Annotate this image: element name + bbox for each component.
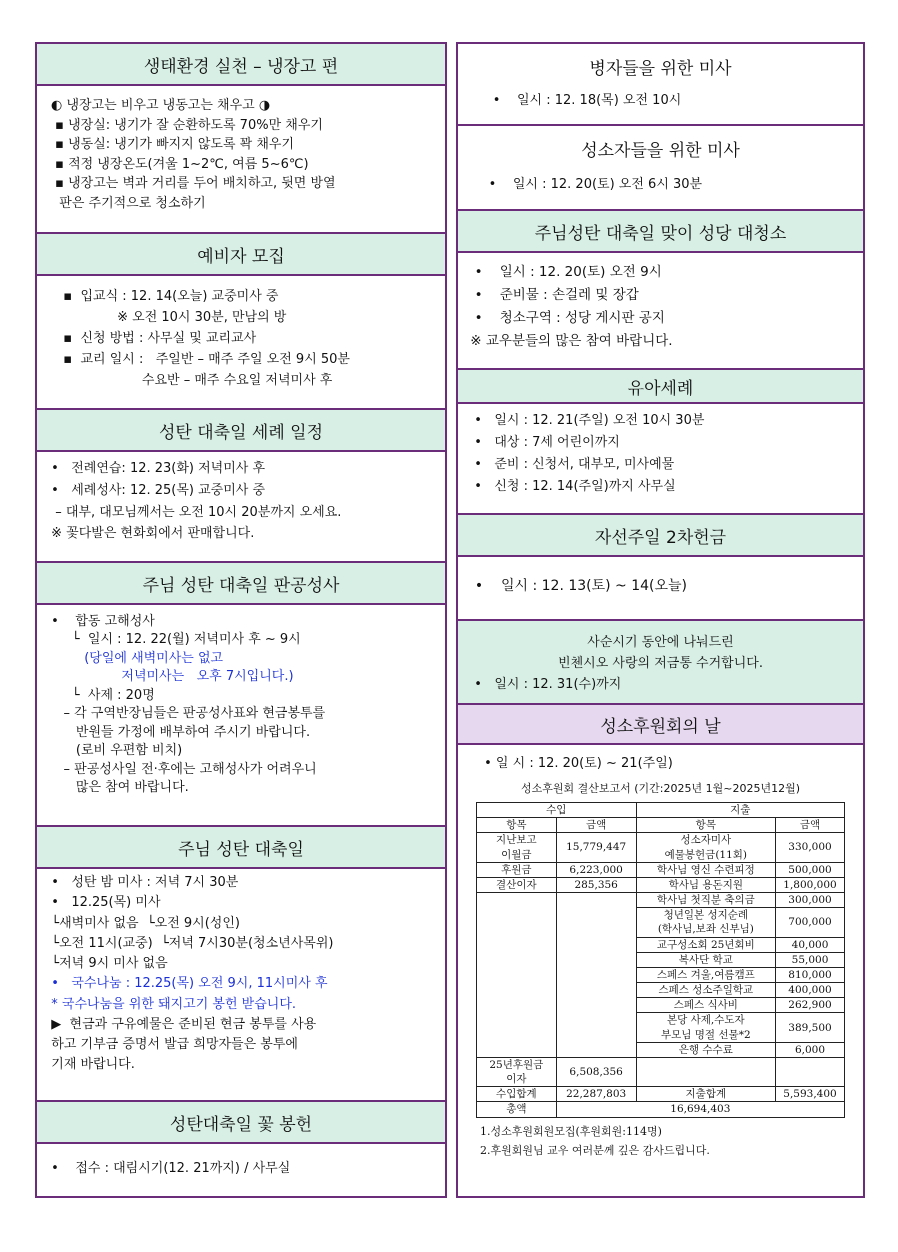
piggybank-section: [458, 621, 863, 705]
baptism-line: ※ 꽃다발은 현화회에서 판매합니다.: [47, 526, 255, 542]
income-header: 수입: [477, 803, 637, 818]
expense-amount: 400,000: [776, 983, 845, 998]
confession-line: └ 사제 : 20명: [47, 687, 155, 703]
flowers-line: • 접수 : 대림시기(12. 21까지) / 사무실: [47, 1161, 291, 1176]
flowers-section: [37, 1102, 445, 1196]
baptism-line: • 전례연습: 12. 23(화) 저녁미사 후: [47, 461, 266, 476]
eco-line: 판은 주기적으로 청소하기: [51, 195, 206, 211]
expense-item: 스페스 식사비: [636, 998, 775, 1013]
table-row: [477, 1057, 845, 1086]
expense-amount: 6,000: [776, 1042, 845, 1057]
vocation-mass-section: [458, 126, 863, 211]
income-item: 지난보고 이월금: [477, 833, 557, 862]
balance-row: [477, 1102, 845, 1117]
report-notes: [480, 1122, 863, 1161]
infant-baptism-line: • 대상 : 7세 어린이까지: [466, 435, 620, 451]
table-row: [477, 893, 845, 908]
noodle-sharing: • 국수나눔 : 12.25(목) 오전 9시, 11시미사 후: [43, 976, 328, 992]
expense-item: 성소자미사 예물봉헌금(11회): [636, 833, 775, 862]
expense-total: 5,593,400: [776, 1087, 845, 1102]
balance-label: 총액: [477, 1102, 557, 1117]
income-item: 후원금: [477, 862, 557, 877]
catechumen-line: ▪ 입교식 : 12. 14(오늘) 교중미사 중: [51, 289, 279, 304]
expense-item: 복사단 학교: [636, 952, 775, 967]
piggybank-date: • 일시 : 12. 31(수)까지: [466, 676, 622, 692]
christmas-line: └오전 11시(교중) └저녁 7시30분(청소년사목위): [43, 935, 334, 951]
flowers-title: 성탄대축일 꽃 봉헌: [37, 1102, 445, 1144]
vocation-day-date: [458, 745, 863, 774]
confession-line: 반원들 가정에 배부하여 주시기 바랍니다.: [47, 724, 311, 740]
table-subheader-row: [477, 818, 845, 833]
confession-line: 많은 참여 바랍니다.: [47, 780, 189, 796]
christmas-title: 주님 성탄 대축일: [37, 827, 445, 869]
infant-baptism-title: 유아세례: [458, 370, 863, 404]
expense-amount: 330,000: [776, 833, 845, 862]
christmas-body: [37, 869, 445, 1076]
vocation-mass-line: • 일시 : 12. 20(토) 오전 6시 30분: [468, 177, 703, 192]
balance-amount: 16,694,403: [556, 1102, 844, 1117]
expense-item: 스페스 겨울,여름캠프: [636, 967, 775, 982]
catechumen-body: [37, 276, 445, 391]
income-empty: [477, 893, 557, 1058]
expense-amount: 55,000: [776, 952, 845, 967]
piggybank-body: [458, 621, 863, 695]
christmas-line: 기재 바랍니다.: [43, 1057, 135, 1073]
sick-mass-body: [458, 88, 863, 111]
income-empty: [556, 893, 636, 1058]
confession-line: – 판공성사일 전·후에는 고해성사가 어려우니: [47, 761, 317, 777]
income-total: 22,287,803: [556, 1087, 636, 1102]
income-carry-amount: 6,508,356: [556, 1057, 636, 1086]
expense-total-label: 지출합계: [636, 1087, 775, 1102]
expense-amount: 810,000: [776, 967, 845, 982]
expense-empty: [776, 1057, 845, 1086]
income-item: 결산이자: [477, 877, 557, 892]
cleaning-line: • 준비물 : 손걸레 및 장갑: [466, 286, 639, 303]
charity-line: • 일시 : 12. 13(토) ~ 14(오늘): [466, 578, 688, 594]
confession-line: • 합동 고해성사: [47, 614, 155, 629]
christmas-line: └저녁 9시 미사 없음: [43, 956, 168, 972]
expense-header: 지출: [636, 803, 844, 818]
infant-baptism-section: [458, 370, 863, 515]
income-item-header: 항목: [477, 818, 557, 833]
vocation-mass-body: [458, 170, 863, 195]
left-column: [35, 42, 447, 1198]
infant-baptism-line: • 신청 : 12. 14(주일)까지 사무실: [466, 479, 676, 495]
confession-section: [37, 563, 445, 827]
catechumen-line: ※ 오전 10시 30분, 만남의 방: [51, 310, 287, 326]
catechumen-line: 수요반 – 매주 수요일 저녁미사 후: [51, 373, 333, 389]
cleaning-title: 주님성탄 대축일 맞이 성당 대청소: [458, 211, 863, 253]
christmas-section: [37, 827, 445, 1102]
baptism-line: • 세례성사: 12. 25(목) 교중미사 중: [47, 482, 266, 498]
expense-item: 학사님 영신 수련피정: [636, 862, 775, 877]
piggybank-line: 사순시기 동안에 나눠드린: [587, 635, 734, 650]
cleaning-body: [458, 253, 863, 353]
table-header-row: [477, 803, 845, 818]
sick-mass-title: 병자들을 위한 미사: [458, 44, 863, 88]
table-row: [477, 877, 845, 892]
expense-amount: 262,900: [776, 998, 845, 1013]
cleaning-line: • 청소구역 : 성당 게시판 공지: [466, 309, 665, 326]
cleaning-section: [458, 211, 863, 370]
vocation-day-title: 성소후원회의 날: [458, 705, 863, 745]
confession-title: 주님 성탄 대축일 판공성사: [37, 563, 445, 605]
baptism-line: – 대부, 대모님께서는 오전 10시 20분까지 오세요.: [47, 504, 342, 520]
infant-baptism-body: [458, 404, 863, 498]
sick-mass-line: • 일시 : 12. 18(목) 오전 10시: [468, 93, 682, 108]
expense-empty: [636, 1057, 775, 1086]
expense-item: 스페스 성소주일학교: [636, 983, 775, 998]
vocation-day-section: [458, 705, 863, 1200]
catechumen-section: [37, 234, 445, 410]
right-column: [456, 42, 865, 1198]
eco-line: ▪ 냉장고는 벽과 거리를 두어 배치하고, 뒷면 방열: [51, 176, 336, 191]
charity-title: 자선주일 2차헌금: [458, 515, 863, 557]
vocation-mass-title: 성소자들을 위한 미사: [458, 126, 863, 170]
expense-amount: 700,000: [776, 908, 845, 937]
finance-table: [476, 802, 845, 1118]
infant-baptism-line: • 일시 : 12. 21(주일) 오전 10시 30분: [466, 413, 705, 428]
totals-row: [477, 1087, 845, 1102]
expense-amount: 500,000: [776, 862, 845, 877]
eco-line: ▪ 냉장실: 냉기가 잘 순환하도록 70%만 채우기: [51, 117, 323, 133]
baptism-body: [37, 452, 445, 545]
catechumen-title: 예비자 모집: [37, 234, 445, 276]
income-amount: 285,356: [556, 877, 636, 892]
income-amount: 15,779,447: [556, 833, 636, 862]
expense-item: 학사님 첫직분 축의금: [636, 893, 775, 908]
vocation-day-line: • 일 시 : 12. 20(토) ~ 21(주일): [480, 756, 673, 771]
sick-mass-section: [458, 44, 863, 126]
baptism-section: [37, 410, 445, 563]
expense-amount: 389,500: [776, 1013, 845, 1042]
expense-item: 본당 사제,수도자 부모님 명절 선물*2: [636, 1013, 775, 1042]
confession-body: [37, 605, 445, 798]
expense-amount: 40,000: [776, 937, 845, 952]
table-row: [477, 862, 845, 877]
expense-item: 교구성소회 25년회비: [636, 937, 775, 952]
cleaning-line: ※ 교우분들의 많은 참여 바랍니다.: [466, 332, 673, 349]
income-carry-item: 25년후원금 이자: [477, 1057, 557, 1086]
confession-line: – 각 구역반장님들은 판공성사표와 현금봉투를: [47, 706, 326, 722]
expense-item: 청년일본 성지순례 (학사님,보좌 신부님): [636, 908, 775, 937]
christmas-line: └새벽미사 없음 └오전 9시(성인): [43, 915, 240, 931]
eco-section: [37, 44, 445, 234]
expense-amount: 300,000: [776, 893, 845, 908]
christmas-line: • 12.25(목) 미사: [43, 895, 161, 911]
christmas-line: • 성탄 밤 미사 : 저녁 7시 30분: [43, 875, 239, 890]
confession-note: (당일에 새벽미사는 없고: [47, 650, 224, 666]
expense-amount-header: 금액: [776, 818, 845, 833]
cleaning-line: • 일시 : 12. 20(토) 오전 9시: [466, 264, 662, 280]
expense-item: 학사님 용돈지원: [636, 877, 775, 892]
charity-section: [458, 515, 863, 621]
charity-body: [458, 557, 863, 598]
income-amount: 6,223,000: [556, 862, 636, 877]
eco-line: ▪ 냉동실: 냉기가 빠지지 않도록 꽉 채우기: [51, 137, 295, 152]
eco-body: [37, 86, 445, 213]
infant-baptism-line: • 준비 : 신청서, 대부모, 미사예물: [466, 457, 675, 473]
baptism-title: 성탄 대축일 세례 일정: [37, 410, 445, 452]
catechumen-line: ▪ 교리 일시 : 주일반 – 매주 주일 오전 9시 50분: [51, 352, 350, 368]
income-amount-header: 금액: [556, 818, 636, 833]
expense-item: 은행 수수료: [636, 1042, 775, 1057]
report-title: 성소후원회 결산보고서 (기간:2025년 1월~2025년12월): [521, 782, 800, 796]
piggybank-line: 빈첸시오 사랑의 저금통 수거합니다.: [558, 655, 763, 671]
christmas-line: 하고 기부금 증명서 발급 희망자들은 봉투에: [43, 1037, 298, 1053]
eco-title: 생태환경 실천 – 냉장고 편: [37, 44, 445, 86]
catechumen-line: ▪ 신청 방법 : 사무실 및 교리교사: [51, 331, 257, 347]
christmas-line: ▶ 현금과 구유예물은 준비된 현금 봉투를 사용: [43, 1016, 317, 1032]
noodle-sharing-note: * 국수나눔을 위한 돼지고기 봉헌 받습니다.: [43, 996, 297, 1012]
confession-note: 저녁미사는 오후 7시입니다.): [47, 669, 294, 685]
flowers-body: [37, 1144, 445, 1179]
eco-line: ▪ 적정 냉장온도(겨울 1~2℃, 여름 5~6℃): [51, 156, 309, 172]
confession-line: └ 일시 : 12. 22(월) 저녁미사 후 ~ 9시: [47, 632, 301, 648]
report-note: 1.성소후원회원모집(후원회원:114명): [480, 1124, 662, 1138]
report-note: 2.후원회원님 교우 여러분께 깊은 감사드립니다.: [480, 1143, 710, 1157]
confession-line: (로비 우편함 비치): [47, 743, 183, 759]
eco-line: ◐ 냉장고는 비우고 냉동고는 채우고 ◑: [51, 98, 271, 113]
income-total-label: 수입합계: [477, 1087, 557, 1102]
expense-item-header: 항목: [636, 818, 775, 833]
expense-amount: 1,800,000: [776, 877, 845, 892]
table-row: [477, 833, 845, 862]
